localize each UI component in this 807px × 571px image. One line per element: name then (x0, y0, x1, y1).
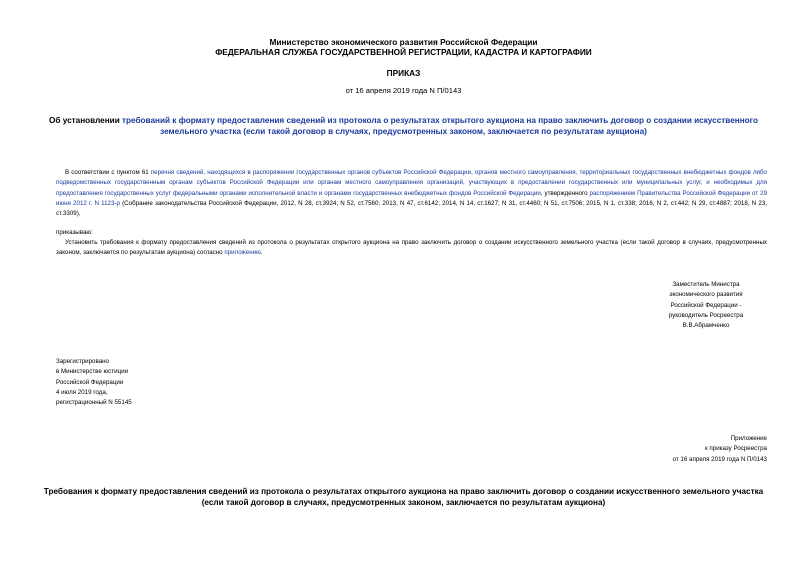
registration-date: 4 июля 2019 года, (56, 388, 108, 396)
signature-block (650, 280, 762, 331)
order-text-b: . (260, 249, 263, 257)
preamble-paragraph (56, 168, 767, 219)
document-title (40, 115, 767, 137)
order-word: приказываю: (56, 229, 93, 236)
signature-line: Российской Федерации - (670, 301, 742, 309)
preamble-text-a: В соответствии с пунктом 61 (65, 169, 151, 176)
ministry-heading: Министерство экономического развития Российской Федерации (269, 37, 538, 47)
appendix-header (673, 434, 767, 465)
preamble-text-c: (Собрание законодательства Российской Федерации, 2012, N 28, ст.3924; N 52, ст.7560; 2013, N 47, ст.6142; 2014, N 14, ст.1627; N 31, ст.4460; N 51, ст.7506; 2015, N 1, ст.338; 2016, N 2, ст.442; N 29, ст.4887; 2018, N 23, ст.3309), (56, 199, 768, 218)
registration-line: в Министерстве юстиции (56, 368, 129, 376)
appendix-line: от 16 апреля 2019 года N П/0143 (672, 455, 767, 463)
registration-line: Российской Федерации (56, 378, 124, 386)
government-order-link[interactable]: распоряжением Правительства Российской Федерации от 29 июня 2012 г. N 1123-р (56, 189, 768, 207)
order-text-a: Установить требования к формату предоставления сведений из протокола о результатах открытого аукциона на право заключить договор о создании искусственного земельного участка (если такой договор в случаях, предусмотренных законом, заключается по результатам аукциона) согласно (56, 239, 767, 257)
appendix-link[interactable]: приложению (224, 249, 261, 257)
document-type: ПРИКАЗ (386, 68, 421, 78)
registration-line: Зарегистрировано (56, 358, 109, 365)
document-date-number: от 16 апреля 2019 года N П/0143 (345, 86, 462, 95)
list-of-information-link[interactable]: перечня сведений, находящихся в распоряжении государственных органов субъектов Российской Федерации, органов местного самоуправления, территориальных государственных внебюджетных фондов либо подведомственных государственным органам субъектов Российской Федерации или органам местного самоуправления организаций, участвующих в предоставлении государственных или муниципальных услуг, и необходимых для предоставления государственных услуг федеральными органами исполнительной власти и органами государственных внебюджетных фондов Российской Федерации (56, 169, 768, 197)
signature-name: В.В.Абрамченко (682, 322, 730, 330)
appendix-line: Приложение (730, 435, 767, 442)
title-link[interactable]: требований к формату предоставления сведений из протокола о результатах открытого аукциона на право заключить договор о создании искусственного земельного участка (если такой договор в случаях, предусмотренных законом, заключается по результатам аукциона) (122, 116, 758, 136)
registration-block (56, 357, 132, 408)
signature-line: руководитель Росреестра (668, 311, 744, 319)
title-prefix: Об установлении (49, 116, 123, 125)
appendix-line: к приказу Росреестра (705, 445, 767, 453)
order-paragraph (56, 238, 767, 259)
signature-line: Заместитель Министра (672, 281, 740, 288)
preamble-text-b: , утвержденного (540, 189, 590, 197)
signature-line: экономического развития (669, 291, 743, 299)
requirements-title: Требования к формату предоставления сведений из протокола о результатах открытого аукциона на право заключить договор о создании искусственного земельного участка (если такой договор в случаях, предусмотренных законом, заключается по результатам аукциона) (43, 487, 764, 507)
registration-number: регистрационный N 55145 (56, 399, 132, 407)
service-heading: ФЕДЕРАЛЬНАЯ СЛУЖБА ГОСУДАРСТВЕННОЙ РЕГИСТРАЦИИ, КАДАСТРА И КАРТОГРАФИИ (215, 47, 592, 57)
